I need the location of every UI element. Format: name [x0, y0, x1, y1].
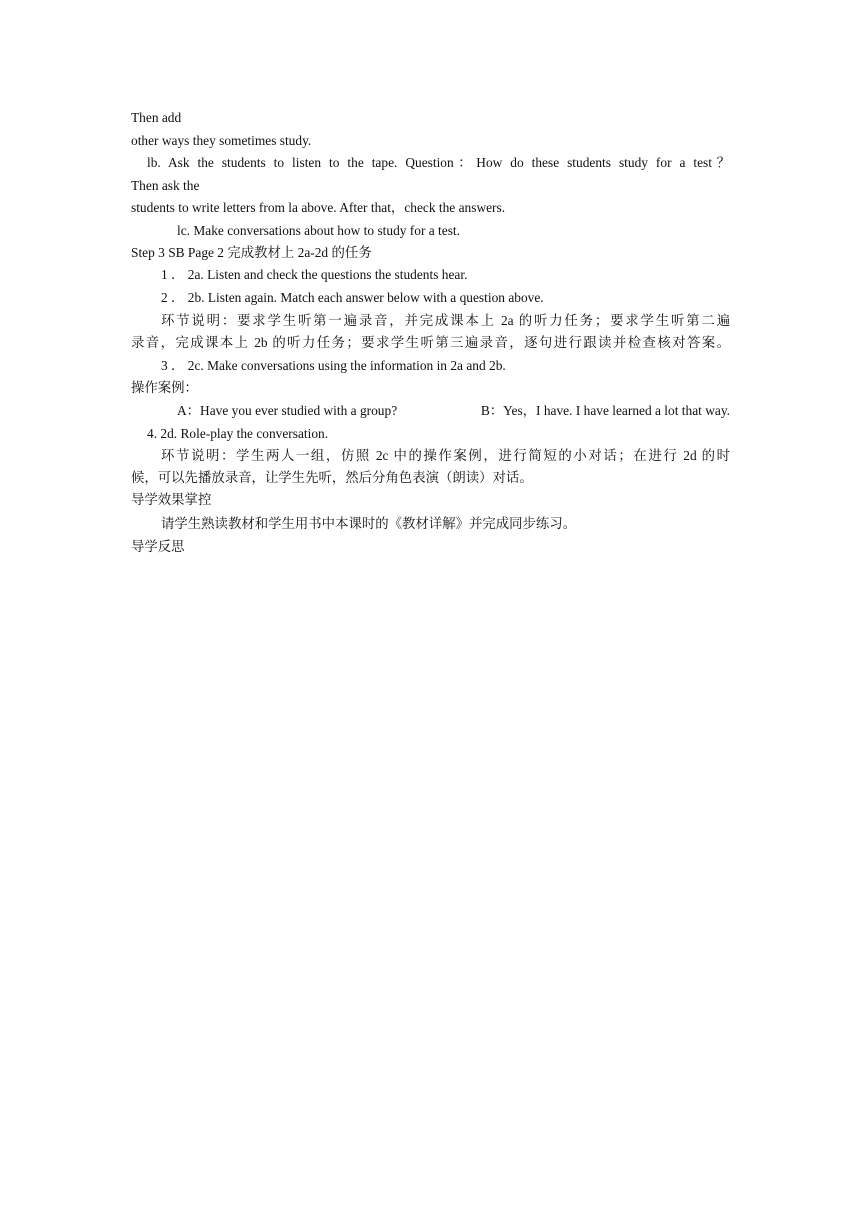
line-then-ask: Then ask the — [131, 178, 200, 193]
dialog-line-b: B：Yes，I have. I have learned a lot that way. — [480, 403, 730, 418]
list-item-2a: 1 ． 2a. Listen and check the questions the students hear. — [161, 267, 468, 282]
line-then-add: Then add — [131, 110, 182, 125]
list-item-2d: 4. 2d. Role-play the conversation. — [147, 426, 329, 441]
dialog-line-a: A：Have you ever studied with a group? — [177, 403, 398, 418]
effect-heading: 导学效果掌控 — [131, 492, 212, 507]
line-write-letters: students to write letters from la above. After that，check the answers. — [131, 200, 506, 215]
reflection-heading: 导学反思 — [131, 539, 185, 554]
case-label: 操作案例： — [131, 380, 198, 395]
list-item-2b: 2 ． 2b. Listen again. Match each answer below with a question above. — [161, 290, 544, 305]
note-1-line-1: 环节说明：要求学生听第一遍录音，并完成课本上 2a 的听力任务；要求学生听第二遍 — [161, 313, 730, 328]
line-1c-instruction: lc. Make conversations about how to study for a test. — [177, 223, 461, 238]
note-2-line-2: 候，可以先播放录音，让学生先听，然后分角色表演（朗读）对话。 — [131, 470, 533, 485]
line-other-ways: other ways they sometimes study. — [131, 133, 312, 148]
step-3-heading: Step 3 SB Page 2 完成教材上 2a-2d 的任务 — [131, 245, 372, 260]
effect-text: 请学生熟读教材和学生用书中本课时的《教材详解》并完成同步练习。 — [161, 516, 577, 531]
list-item-2c: 3 ． 2c. Make conversations using the information in 2a and 2b. — [161, 358, 506, 373]
line-1b-instruction: lb. Ask the students to listen to the tape. Question：How do these students study for a test？ — [147, 155, 730, 170]
note-2-line-1: 环节说明：学生两人一组，仿照 2c 中的操作案例，进行简短的小对话；在进行 2d 的时 — [161, 448, 730, 463]
note-1-line-2: 录音，完成课本上 2b 的听力任务；要求学生听第三遍录音，逐句进行跟读并检查核对答案。 — [131, 335, 730, 350]
